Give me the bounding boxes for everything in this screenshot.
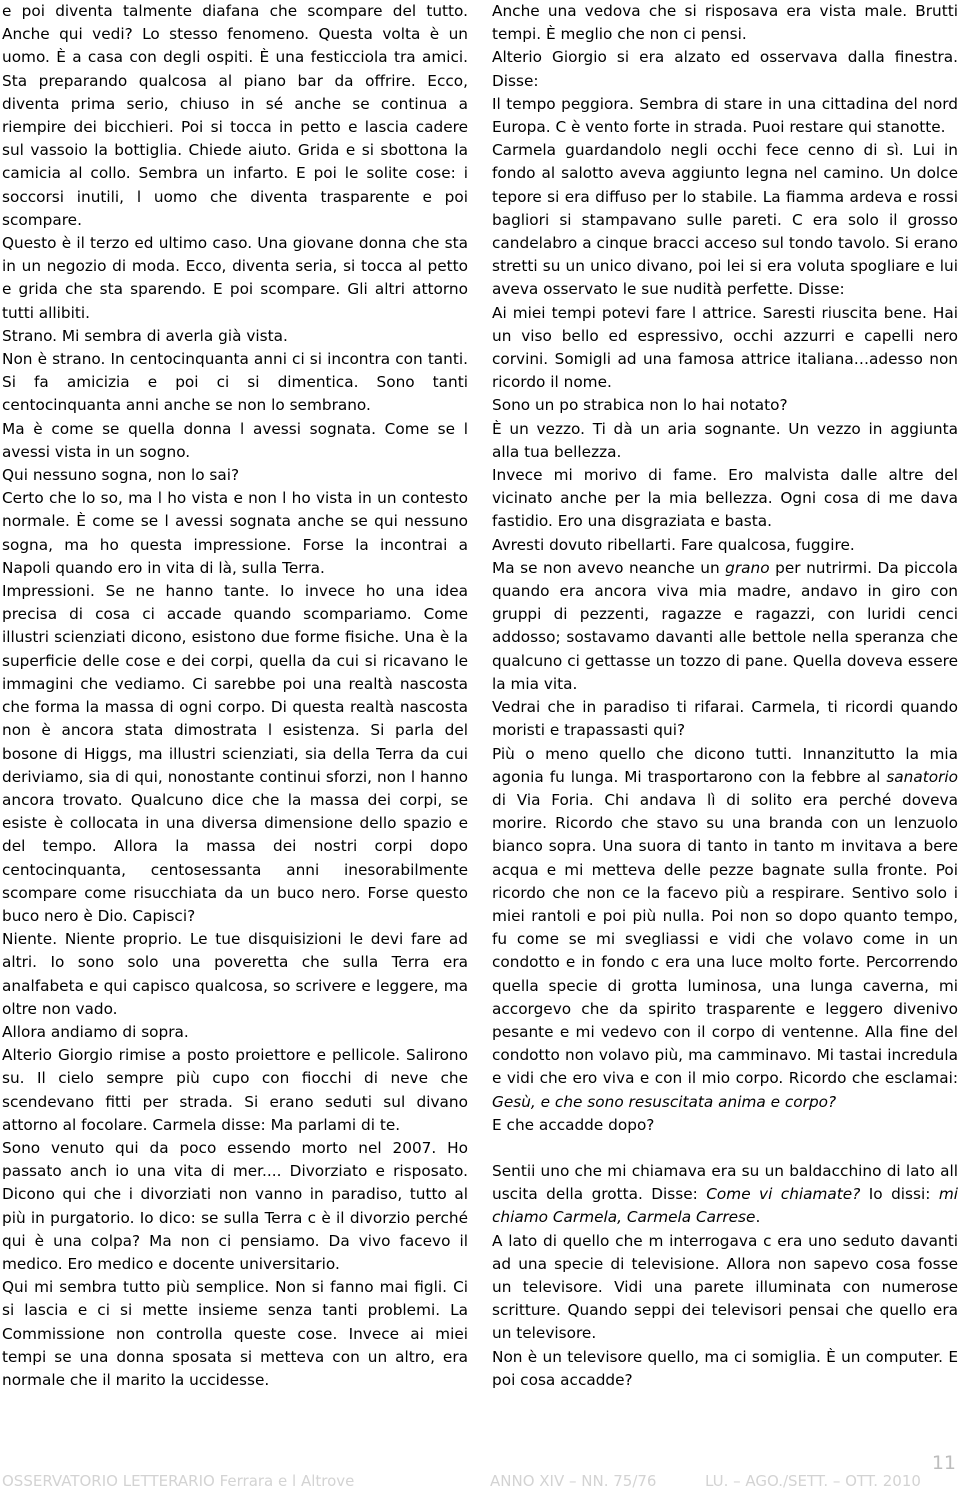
paragraph: Non è un televisore quello, ma ci somiglia. È un computer. E poi cosa accadde? <box>492 1347 958 1389</box>
paragraph: Sono un po strabica non lo hai notato? <box>492 396 788 415</box>
paragraph: Alterio Giorgio si era alzato ed osservava dalla finestra. Disse: <box>492 48 958 90</box>
paragraph: Sono venuto qui da poco essendo morto nel 2007. Ho passato anch io una vita di mer.... Divorziato e risposato. Dicono qui che i divorziati non vanno in paradiso, tutto al più in purgatorio. Io dico: se sulla Terra c è il divorzio perché qui è una colpa? Ma non ci pensiamo. Da vivo facevo il medico. Ero medico e docente universitario. <box>2 1138 468 1273</box>
paragraph: Impressioni. Se ne hanno tante. Io invece ho una idea precisa di cosa ci accade quando scompariamo. Come illustri scienziati dicono, esistono due forme fisiche. Una è la superficie delle cose e dei corpi, quella da cui si ricavano le immagini che vediamo. Ci sarebbe poi una realtà nascosta che forma la massa di ogni corpo. Di questa realtà nascosta non è ancora stata dimostrata l esistenza. Si parla del bosone di Higgs, ma illustri scienziati, sia della Terra da cui deriviamo, sia di qui, nonostante continui sforzi, non l hanno ancora trovato. Qualcuno dice che la massa dei corpi, se esiste è collocata in una diversa dimensione dello spazio e del tempo. Allora la massa dei nostri corpi dopo centocinquanta, centosessanta anni inesorabilmente scompare come risucchiata da un buco nero. Forse questo buco nero è Dio. Capisci? <box>2 582 468 925</box>
italic-text: mi chiamo Carmela, Carmela Carrese <box>492 1185 958 1227</box>
italic-text: Gesù, e che sono resuscitata anima e corpo? <box>492 1092 837 1111</box>
paragraph: Ma è come se quella donna l avessi sognata. Come se l avessi vista in un sogno. <box>2 419 468 461</box>
text-run: Sentii uno che mi chiamava era su un baldacchino di lato all uscita della grotta. Disse: <box>492 1161 958 1204</box>
italic-text: sanatorio <box>886 767 958 786</box>
paragraph <box>492 1160 958 1230</box>
paragraph: Alterio Giorgio rimise a posto proiettore e pellicole. Salirono su. Il cielo sempre più cupo con fiocchi di neve che scendevano fitti per strada. Si erano seduti sul divano attorno al focolare. Carmela disse: Ma parlami di te. <box>2 1046 468 1134</box>
italic-text: grano <box>725 558 770 577</box>
text-run: Ma se non avevo neanche un <box>492 558 726 577</box>
paragraph: Carmela guardandolo negli occhi fece cenno di sì. Lui in fondo al salotto aveva aggiunto legna nel camino. Un dolce tepore si era diffuso per lo stabile. La fiamma ardeva e rossi bagliori si stampavano sulle pareti. C era solo il grosso candelabro a cinque bracci acceso sul tondo tavolo. Si erano stretti su un unico divano, poi lei si era voluta spogliare e lui aveva osservato le sue nudità perfette. Disse: <box>492 141 958 299</box>
paragraph: Non è strano. In centocinquanta anni ci si incontra con tanti. Si fa amicizia e poi ci si dimentica. Sono tanti centocinquanta anni anche se non lo sembrano. <box>2 350 468 415</box>
paragraph: Qui nessuno sogna, non lo sai? <box>2 466 240 485</box>
paragraph <box>492 557 958 696</box>
paragraph: Anche una vedova che si risposava era vista male. Brutti tempi. È meglio che non ci pensi. <box>492 2 958 44</box>
paragraph: Ai miei tempi potevi fare l attrice. Saresti riuscita bene. Hai un viso bello ed espressivo, occhi azzurri e capelli nero corvini. Somigli ad una famosa attrice italiana…adesso non ricordo il nome. <box>492 303 958 392</box>
paragraph: Certo che lo so, ma l ho vista e non l ho vista in un contesto normale. È come se l avessi sognata anche se qui nessuno sogna, ma ho questa impressione. Forse la incontrai a Napoli quando ero in vita di là, sulla Terra. <box>2 489 468 577</box>
text-run: di Via Foria. Chi andava lì di solito era perché doveva morire. Ricordo che stavo su una branda con un lenzuolo bianco sopra. Una suora di tanto in tanto m invitava a bere acqua e mi metteva delle pezze bagnate sulla fronte. Poi ricordo che non ce la facevo più a respirare. Sentivo solo i miei rantoli e poi più nulla. Poi non so dopo quanto tempo, fu come se mi svegliassi e vidi che volavo come in un condotto e in fondo c era una luce molto forte. Percorrendo quella specie di grotta luminosa, una lunga caverna, mi accorgevo che da spirito trasparente e leggero divenivo pesante e mi vedevo con il corpo di ventenne. Alla fine del condotto non volavo più, ma camminavo. Mi tastai incredula e vidi che ero viva e con il mio corpo. Ricordo che esclamai: <box>492 790 958 1088</box>
italic-text: Come vi chiamate? <box>706 1185 861 1204</box>
text-run: per nutrirmi. Da piccola quando era ancora viva mia madre, andavo in giro con gruppi di pezzenti, ragazze e ragazzi, con luridi cenci addosso; sostavamo davanti alle bettole nella speranza che qualcuno ci gettasse un tozzo di pane. Quella doveva essere la mia vita. <box>492 558 958 693</box>
right-text-column <box>492 0 958 1392</box>
footer-issue: ANNO XIV – NN. 75/76 <box>490 1472 657 1490</box>
paragraph: Qui mi sembra tutto più semplice. Non si fanno mai figli. Ci si lascia e ci si mette insieme senza tanti problemi. La Commissione non controlla queste cose. Invece ai miei tempi se una donna sposata si metteva con un altro, era normale che il marito la uccidesse. <box>2 1278 468 1389</box>
footer-journal: OSSERVATORIO LETTERARIO Ferrara e l Altrove <box>2 1472 355 1490</box>
text-run: Io dissi: <box>860 1185 939 1204</box>
paragraph: E che accadde dopo? <box>492 1115 655 1134</box>
page-footer <box>0 1472 960 1494</box>
page-number: 11 <box>931 1452 956 1474</box>
paragraph: Vedrai che in paradiso ti rifarai. Carmela, ti ricordi quando moristi e trapassasti qui? <box>492 698 958 740</box>
paragraph: Niente. Niente proprio. Le tue disquisizioni le devi fare ad altri. Io sono solo una poveretta che sulla Terra era analfabeta e qui capisco qualcosa, so scrivere e leggere, ma oltre non vado. <box>2 930 468 1018</box>
text-run: Più o meno quello che dicono tutti. Innanzitutto la mia agonia fu lunga. Mi trasportarono con la febbre al <box>492 744 958 786</box>
paragraph-gap <box>492 1137 958 1160</box>
paragraph: È un vezzo. Ti dà un aria sognante. Un vezzo in aggiunta alla tua bellezza. <box>492 419 958 461</box>
paragraph <box>492 743 958 1114</box>
left-text-column <box>2 0 468 1392</box>
footer-date: LU. – AGO./SETT. – OTT. 2010 <box>705 1472 921 1490</box>
text-run: . <box>755 1208 761 1227</box>
paragraph: Strano. Mi sembra di averla già vista. <box>2 326 288 345</box>
paragraph: e poi diventa talmente diafana che scompare del tutto. Anche qui vedi? Lo stesso fenomeno. Questa volta è un uomo. È a casa con degli ospiti. È una festicciola tra amici. Sta preparando qualcosa al piano bar da offrire. Ecco, diventa prima serio, chiuso in sé anche se continua a riempire dei bicchieri. Poi si tocca in petto e lascia cadere sul vassoio la bottiglia. Chiede aiuto. Grida e si sbottona la camicia al collo. Sembra un infarto. E poi le solite cose: i soccorsi inutili, l uomo che diventa trasparente e poi scompare. <box>2 2 468 229</box>
paragraph: Il tempo peggiora. Sembra di stare in una cittadina del nord Europa. C è vento forte in strada. Puoi restare qui stanotte. <box>492 94 958 137</box>
paragraph: Avresti dovuto ribellarti. Fare qualcosa, fuggire. <box>492 535 855 554</box>
paragraph: Invece mi morivo di fame. Ero malvista dalle altre del vicinato anche per la mia bellezza. Ogni cosa di me dava fastidio. Ero una disgraziata e basta. <box>492 466 958 531</box>
paragraph: Questo è il terzo ed ultimo caso. Una giovane donna che sta in un negozio di moda. Ecco, diventa seria, si tocca al petto e grida che sta sparendo. E poi scompare. Gli altri attorno tutti allibiti. <box>2 234 468 322</box>
paragraph: A lato di quello che m interrogava c era uno seduto davanti ad una specie di televisione. Allora non sapevo cosa fosse un televisore. Vidi una parete illuminata con numerose scritture. Quando seppi dei televisori pensai che quello era un televisore. <box>492 1231 958 1343</box>
paragraph: Allora andiamo di sopra. <box>2 1022 189 1041</box>
